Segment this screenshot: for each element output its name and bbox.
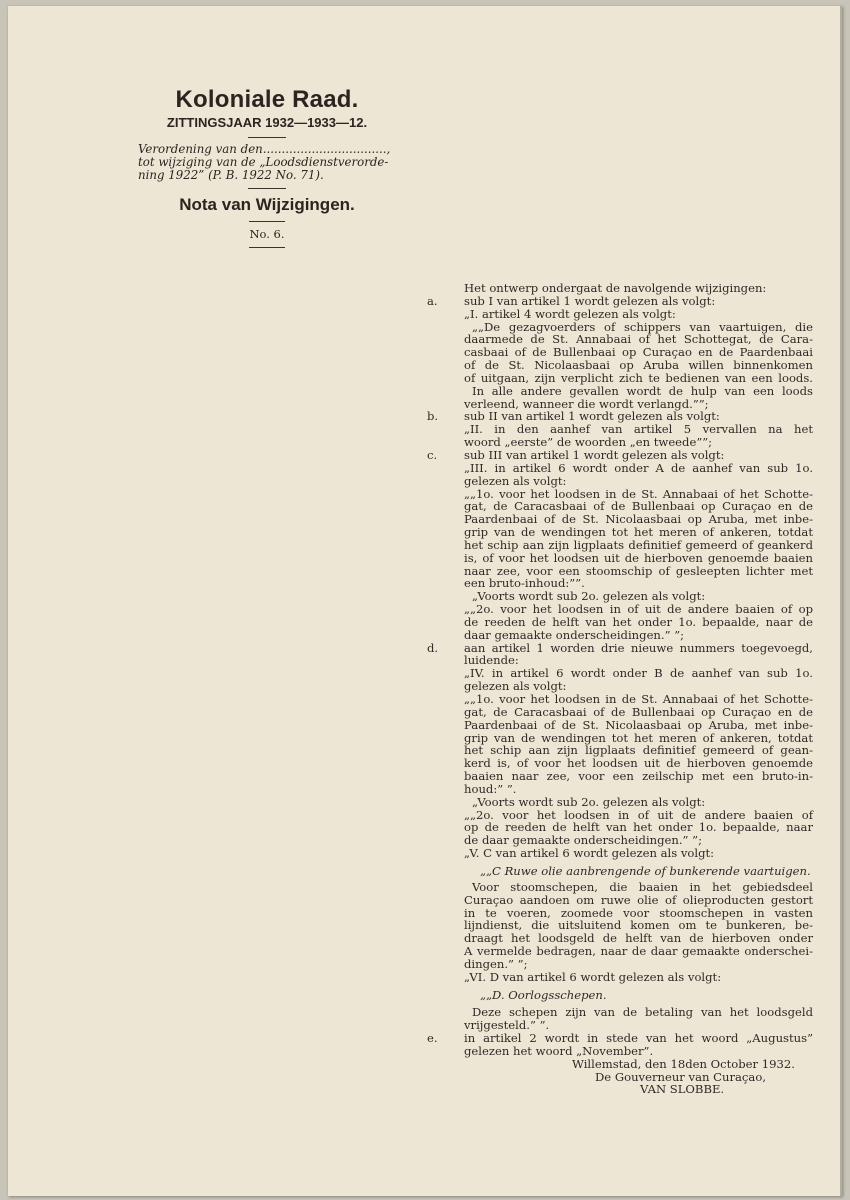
divider [249, 247, 285, 248]
subject-line: tot wijziging van de „Loodsdienstverorde- [138, 155, 389, 169]
council-title: Koloniale Raad. [175, 86, 359, 113]
amendment-line: gat, de Caracasbaai of de Bullenbaai op Curaçao en de [464, 499, 813, 514]
item-marker: c. [427, 447, 438, 462]
item-marker: e. [427, 1031, 438, 1046]
intro-line: Het ontwerp ondergaat de navolgende wijzigingen: [464, 281, 767, 295]
amendment-line: gelezen als volgt: [464, 679, 567, 694]
amendment-line: baaien naar zee, voor een zeilschip met een bruto-in- [464, 769, 813, 784]
amendment-line: is, of voor het loodsen uit de hierboven genoemde baaien [464, 550, 813, 565]
session-year: ZITTINGSJAAR 1932—1933—12. [166, 115, 368, 130]
amendment-line: een bruto-inhoud:””. [464, 576, 585, 591]
subject [134, 143, 400, 182]
amendment-line: het schip aan zijn ligplaats definitief gemeerd of gean- [464, 743, 813, 758]
amendment-line: A vermelde bedragen, naar de daar gemaakte onderschei- [464, 944, 813, 959]
amendment-line: c. sub III van artikel 1 wordt gelezen als volgt: [427, 447, 725, 462]
amendment-line: In alle andere gevallen wordt de hulp van een loods [472, 383, 813, 398]
amendment-line: „„C Ruwe olie aanbrengende of bunkerende vaartuigen. [480, 863, 811, 878]
amendment-line: kerd is, of voor het loodsen uit de hierboven genoemde [464, 756, 813, 771]
amendment-line: vrijgesteld.” ”. [464, 1018, 550, 1033]
subject-line: Verordening van den................................., [138, 142, 391, 156]
amendment-line: „„De gezagvoerders of schippers van vaartuigen, die [472, 319, 813, 334]
amendment-line: „I. artikel 4 wordt gelezen als volgt: [464, 306, 676, 321]
amendment-line: draagt het loodsgeld de helft van de hierboven onder [464, 931, 813, 946]
amendment-line: gelezen als volgt: [464, 473, 567, 488]
item-marker: a. [427, 293, 438, 308]
amendment-line: houd:” ”. [464, 781, 517, 796]
amendment-line: op de reeden de helft van het onder 1o. bepaalde, naar [464, 820, 813, 835]
date-line: Willemstad, den 18den October 1932. [572, 1056, 795, 1071]
amendment-line: Voor stoomschepen, die baaien in het gebiedsdeel [472, 879, 813, 894]
amendment-line: daarmede de St. Annabaai of het Schottegat, de Cara- [464, 332, 813, 347]
signatory-name: VAN SLOBBE. [640, 1082, 725, 1097]
amendment-line: „III. in artikel 6 wordt onder A de aanhef van sub 1o. [464, 460, 813, 475]
amendment-line: d. aan artikel 1 worden drie nieuwe nummers toegevoegd, [427, 640, 813, 655]
amendment-line: de daar gemaakte onderscheidingen.” ”; [464, 833, 703, 848]
amendment-line: gelezen het woord „November”. [464, 1043, 654, 1058]
amendment-line: luidende: [464, 653, 519, 668]
amendment-line: grip van de wendingen tot het meren of ankeren, totdat [464, 730, 813, 745]
amendment-line: Paardenbaai of de St. Nicolaasbaai op Aruba, met inbe- [464, 717, 813, 732]
amendment-line: woord „eerste” de woorden „en tweede””; [464, 435, 713, 450]
nota-title: Nota van Wijzigingen. [179, 195, 355, 214]
amendment-line: „„D. Oorlogsschepen. [480, 987, 607, 1002]
item-marker: b. [427, 409, 439, 424]
amendment-line: „VI. D van artikel 6 wordt gelezen als volgt: [464, 969, 722, 984]
amendment-line: in te voeren, zoomede voor stoomschepen in vasten [464, 905, 813, 920]
subject-line: ning 1922” (P. B. 1922 No. 71). [138, 168, 324, 182]
divider [248, 188, 286, 189]
amendment-line: gat, de Caracasbaai of de Bullenbaai op Curaçao en de [464, 704, 813, 719]
amendment-line: verleend, wanneer die wordt verlangd.””; [464, 396, 709, 411]
document-page [8, 6, 842, 1196]
amendment-line: Paardenbaai of de St. Nicolaasbaai op Aruba, met inbe- [464, 512, 813, 527]
amendment-line: dingen.” ”; [464, 956, 528, 971]
amendment-line: „Voorts wordt sub 2o. gelezen als volgt: [472, 794, 706, 809]
amendment-line: „„2o. voor het loodsen in of uit de andere baaien of [464, 807, 813, 822]
divider [248, 137, 286, 138]
amendment-line: a. sub I van artikel 1 wordt gelezen als volgt: [427, 293, 716, 308]
amendment-line: „„1o. voor het loodsen in de St. Annabaai of het Schotte- [464, 692, 813, 706]
amendment-line: b. sub II van artikel 1 wordt gelezen als volgt: [427, 409, 720, 424]
document-number: No. 6. [249, 227, 285, 241]
amendments-body [427, 282, 813, 1096]
document-header [134, 86, 400, 253]
amendment-line: Deze schepen zijn van de betaling van het loodsgeld [472, 1005, 813, 1020]
amendment-line: lijndienst, die uitsluitend komen om te bunkeren, be- [464, 918, 813, 933]
amendment-line: „„1o. voor het loodsen in de St. Annabaai of het Schotte- [464, 486, 813, 501]
amendment-line: „IV. in artikel 6 wordt onder B de aanhef van sub 1o. [464, 666, 813, 681]
amendment-line: „II. in den aanhef van artikel 5 vervallen na het [464, 422, 813, 437]
amendment-line: „„2o. voor het loodsen in of uit de andere baaien of op [464, 602, 813, 617]
amendment-line: of de St. Nicolaasbaai op Aruba willen binnenkomen [464, 358, 813, 373]
amendment-line: „V. C van artikel 6 wordt gelezen als volgt: [464, 846, 715, 861]
amendment-line: Curaçao aandoen om ruwe olie of olieproducten gestort [464, 892, 813, 907]
item-marker: d. [427, 640, 439, 655]
amendment-line: daar gemaakte onderscheidingen.” ”; [464, 627, 685, 642]
amendment-line: casbaai of de Bullenbaai op Curaçao en de Paardenbaai [464, 345, 813, 360]
amendment-line: e. in artikel 2 wordt in stede van het woord „Augustus” [427, 1031, 813, 1046]
divider [249, 221, 285, 222]
amendment-line: het schip aan zijn ligplaats definitief gemeerd of geankerd [464, 537, 813, 552]
signatory-title: De Gouverneur van Curaçao, [595, 1069, 767, 1084]
amendment-line: naar zee, voor een stoomschip of gesleepten lichter met [464, 563, 813, 578]
amendment-line: de reeden de helft van het onder 1o. bepaalde, naar de [464, 614, 813, 629]
amendment-line: of uitgaan, zijn verplicht zich te bedienen van een loods. [464, 370, 813, 385]
amendment-line: „Voorts wordt sub 2o. gelezen als volgt: [472, 589, 706, 604]
amendment-line: grip van de wendingen tot het meren of ankeren, totdat [464, 525, 813, 540]
